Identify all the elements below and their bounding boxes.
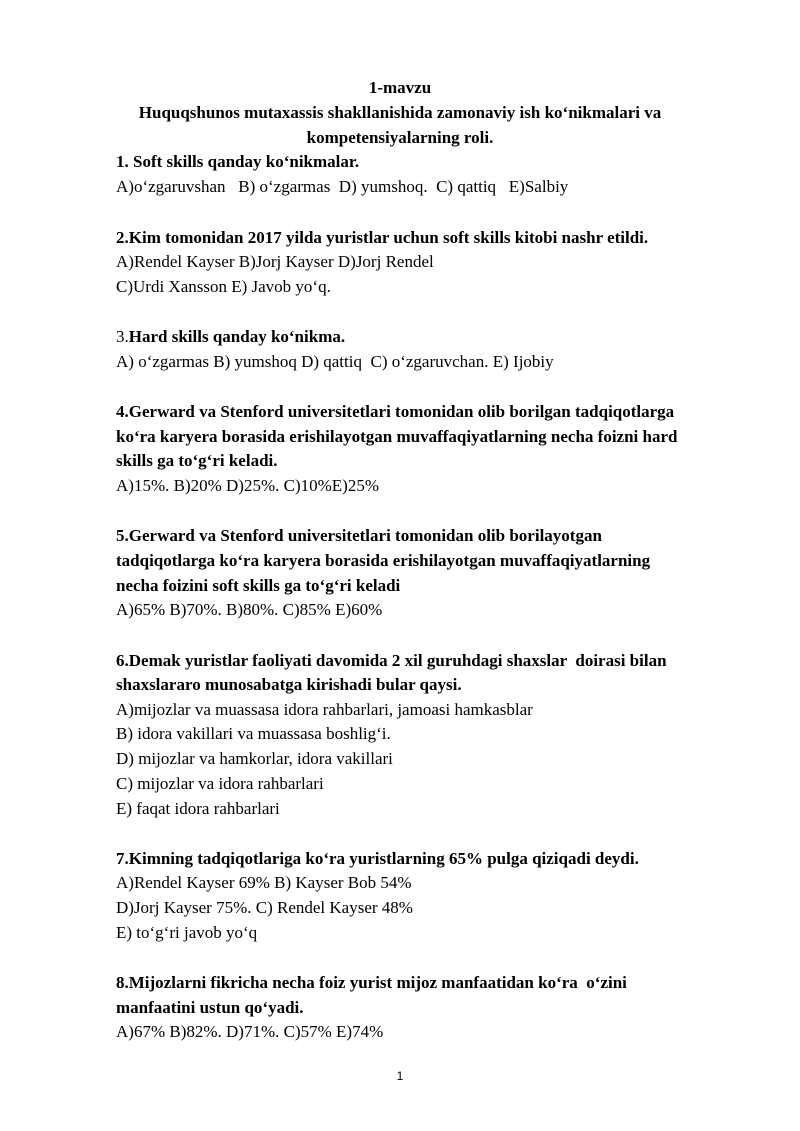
answers-7-line-3: E) toʻgʻri javob yoʻq — [116, 923, 258, 942]
question-8-line-2: manfaatini ustun qoʻyadi. — [116, 998, 304, 1017]
question-8-line-1: 8.Mijozlarni fikricha necha foiz yurist mijoz manfaatidan koʻra oʻzini — [116, 973, 627, 992]
question-2: 2.Kim tomonidan 2017 yilda yuristlar uchun soft skills kitobi nashr etildi. — [116, 228, 649, 247]
answer-6e: E) faqat idora rahbarlari — [116, 799, 280, 818]
answers-1: A)oʻzgaruvshan B) oʻzgarmas D) yumshoq. C) qattiq E)Salbiy — [116, 177, 569, 196]
answers-3: A) oʻzgarmas B) yumshoq D) qattiq C) oʻzgaruvchan. E) Ijobiy — [116, 352, 554, 371]
question-3-number: 3. — [116, 327, 129, 346]
answer-6b: B) idora vakillari va muassasa boshligʻi. — [116, 724, 391, 743]
question-6-line-1: 6.Demak yuristlar faoliyati davomida 2 xil guruhdagi shaxslar doirasi bilan — [116, 651, 667, 670]
question-7: 7.Kimning tadqiqotlariga koʻra yuristlarning 65% pulga qiziqadi deydi. — [116, 849, 639, 868]
answer-6c: C) mijozlar va idora rahbarlari — [116, 774, 324, 793]
question-6-line-2: shaxslararo munosabatga kirishadi bular qaysi. — [116, 675, 462, 694]
answer-6d: D) mijozlar va hamkorlar, idora vakillari — [116, 749, 393, 768]
answers-7-line-1: A)Rendel Kayser 69% B) Kayser Bob 54% — [116, 873, 412, 892]
question-5-line-1: 5.Gerward va Stenford universitetlari tomonidan olib borilayotgan — [116, 526, 602, 545]
answers-4: A)15%. B)20% D)25%. C)10%E)25% — [116, 476, 379, 495]
answers-2-line-1: A)Rendel Kayser B)Jorj Kayser D)Jorj Rendel — [116, 252, 434, 271]
question-4-line-3: skills ga toʻgʻri keladi. — [116, 451, 278, 470]
question-5-line-3: necha foizini soft skills ga toʻgʻri keladi — [116, 576, 401, 595]
question-5-line-2: tadqiqotlarga koʻra karyera borasida erishilayotgan muvaffaqiyatlarning — [116, 551, 651, 570]
topic-number: 1-mavzu — [368, 78, 432, 97]
answers-8: A)67% B)82%. D)71%. C)57% E)74% — [116, 1022, 384, 1041]
question-4-line-1: 4.Gerward va Stenford universitetlari tomonidan olib borilgan tadqiqotlarga — [116, 402, 675, 421]
page-title: Huquqshunos mutaxassis shakllanishida zamonaviy ish koʻnikmalari va — [138, 103, 662, 122]
page-title-cont: kompetensiyalarning roli. — [306, 128, 494, 147]
question-3-text: Hard skills qanday koʻnikma. — [128, 327, 346, 346]
answers-2-line-2: C)Urdi Xansson E) Javob yoʻq. — [116, 277, 331, 296]
answers-7-line-2: D)Jorj Kayser 75%. C) Rendel Kayser 48% — [116, 898, 413, 917]
question-1: 1. Soft skills qanday koʻnikmalar. — [116, 152, 360, 171]
question-3 — [116, 327, 345, 347]
question-4-line-2: koʻra karyera borasida erishilayotgan muvaffaqiyatlarning necha foizni hard — [116, 427, 678, 446]
page-number: 1 — [396, 1069, 404, 1083]
answers-5: A)65% B)70%. B)80%. C)85% E)60% — [116, 600, 383, 619]
answer-6a: A)mijozlar va muassasa idora rahbarlari, jamoasi hamkasblar — [116, 700, 533, 719]
